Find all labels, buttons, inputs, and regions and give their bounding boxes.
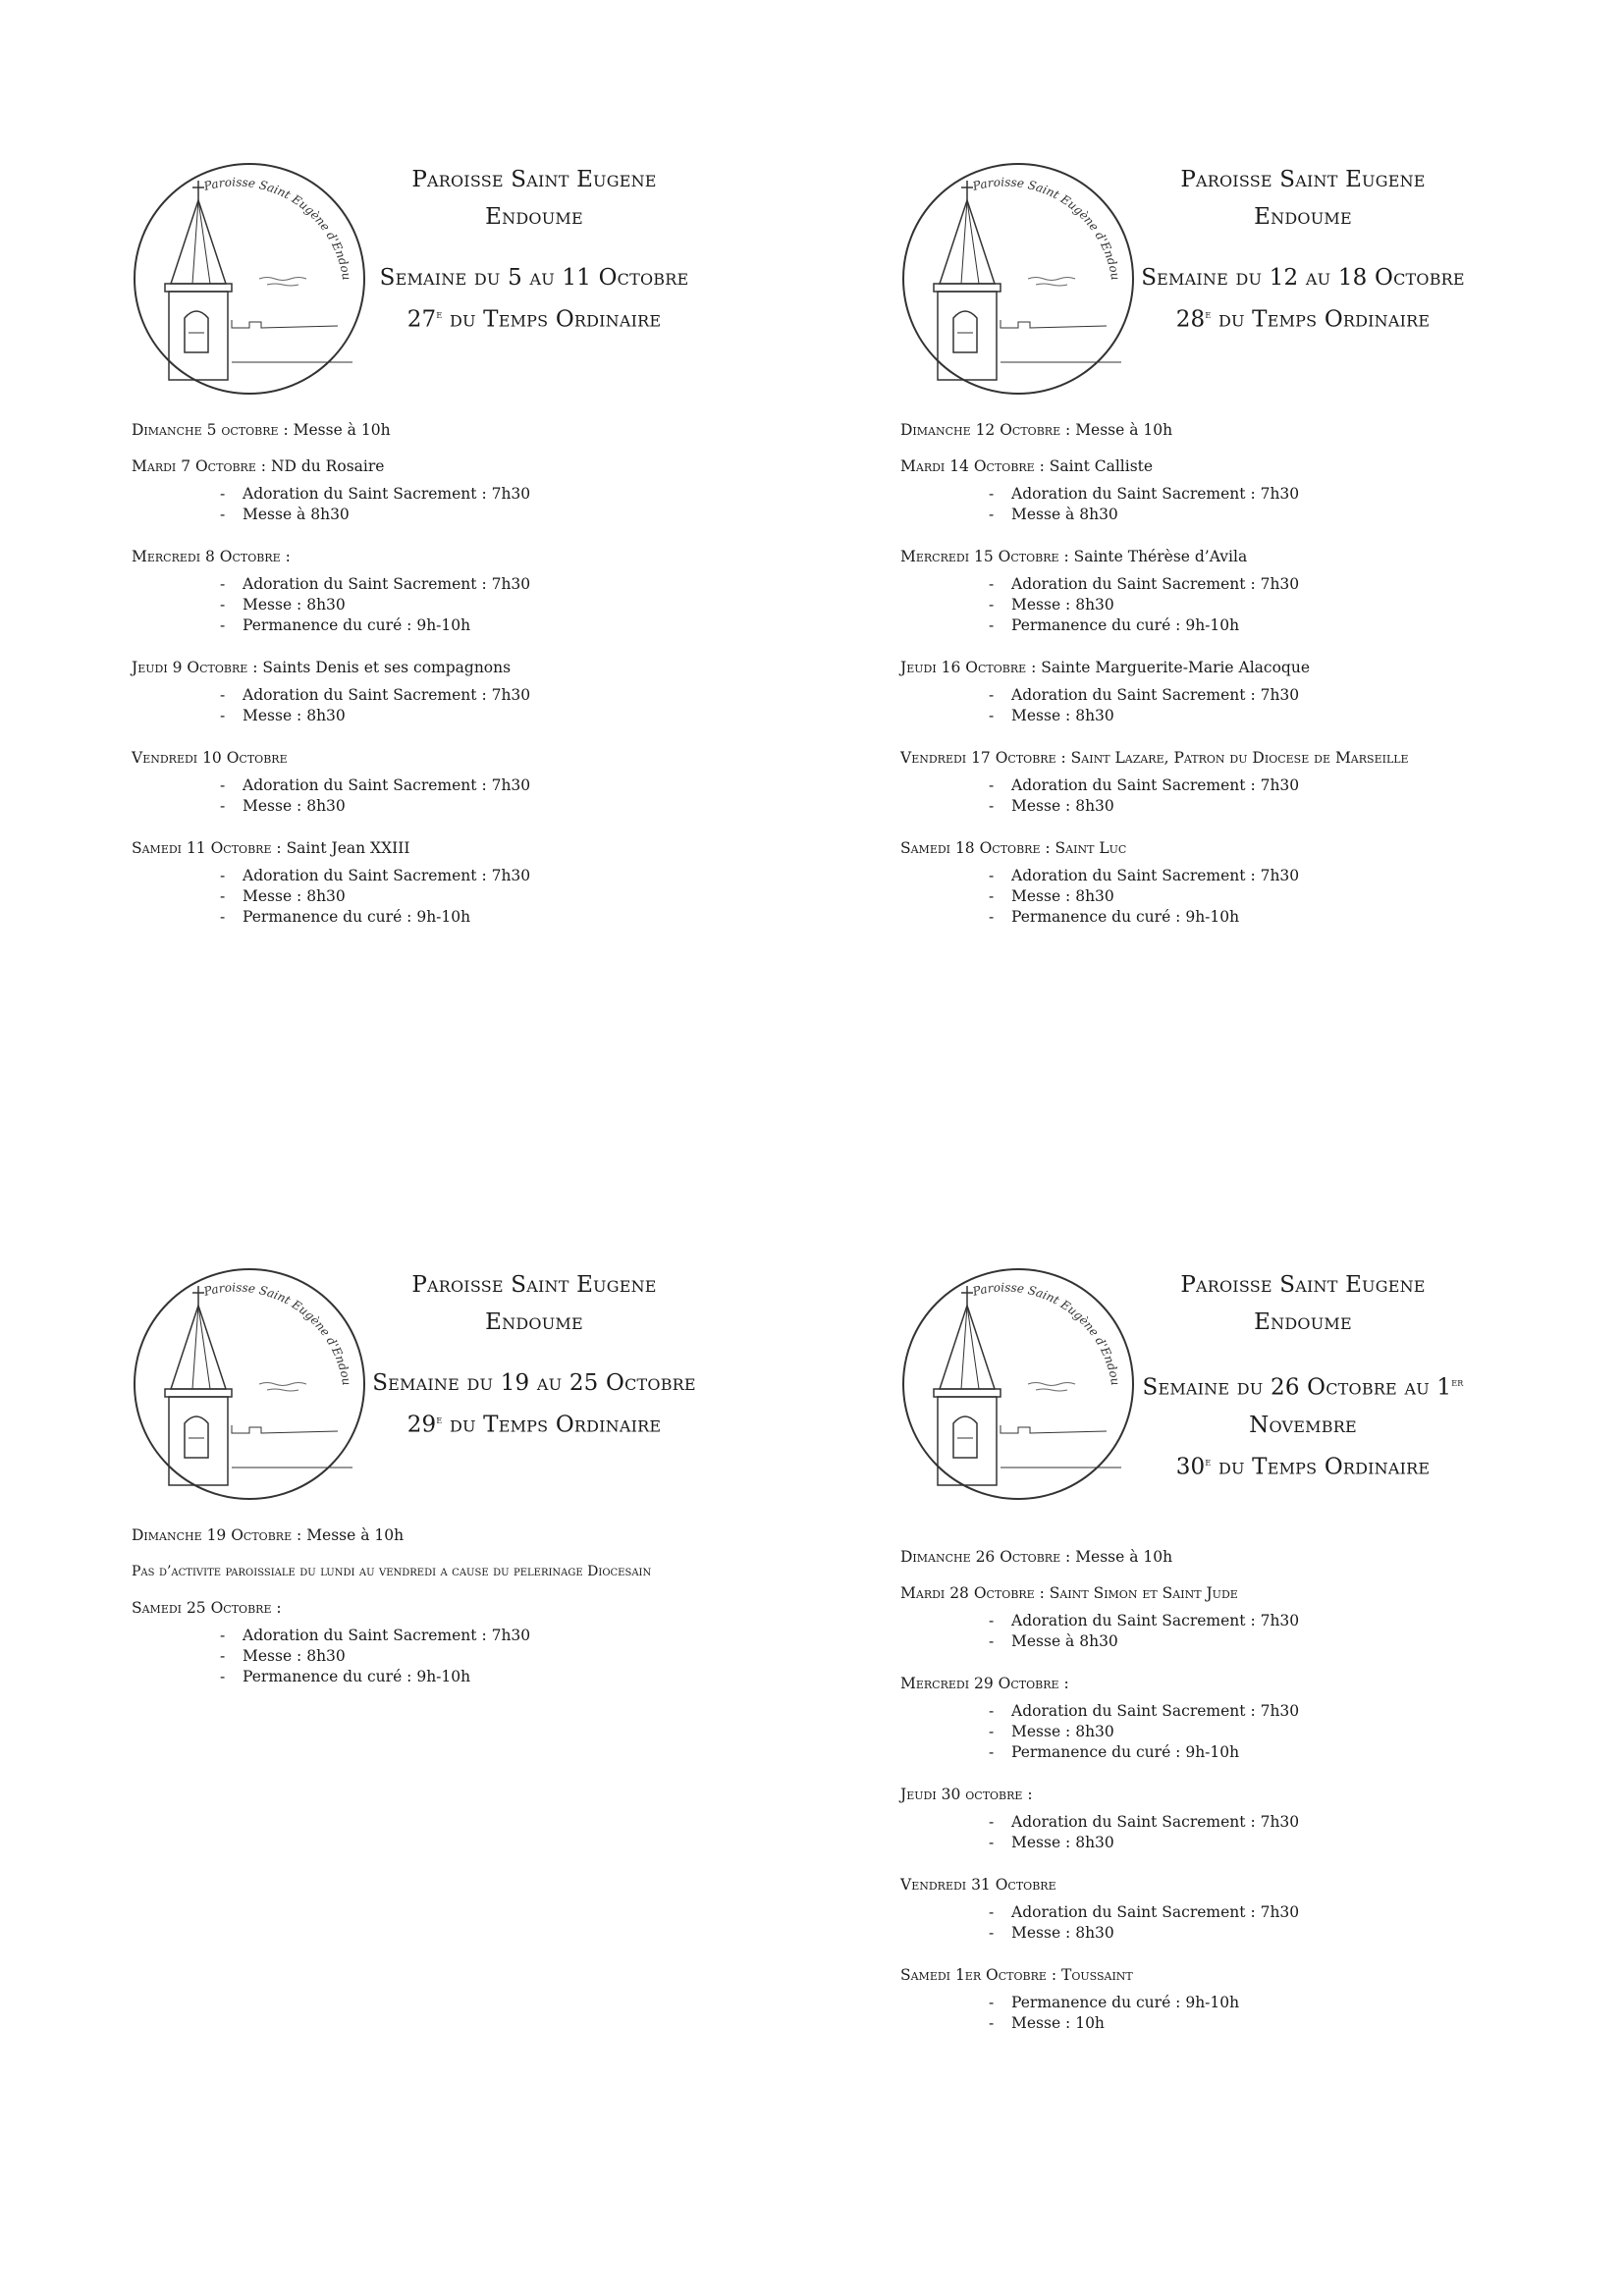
bullet-dash: - [989, 1834, 995, 1851]
week-range: Semaine du 5 au 11 Octobre [379, 265, 689, 291]
day-name: Vendredi 10 Octobre [132, 749, 288, 767]
day-detail: ND du Rosaire [270, 457, 385, 475]
schedule-item [989, 615, 1588, 636]
item-text: Messe à 8h30 [1011, 506, 1118, 523]
day-name: Mardi 7 Octobre [132, 457, 256, 475]
schedule-item [989, 595, 1588, 615]
parish-name: Paroisse Saint Eugene [411, 167, 657, 192]
schedule-day [900, 1547, 1588, 1568]
week-range: Semaine du 19 au 25 Octobre [372, 1370, 696, 1396]
parish-logo [132, 1266, 367, 1502]
parish-logo [132, 161, 367, 397]
schedule-item [989, 1812, 1588, 1833]
day-name: Dimanche 12 Octobre [900, 421, 1061, 439]
parish-area: Endoume [485, 1309, 583, 1335]
bullet-dash: - [989, 616, 995, 634]
schedule-day [132, 547, 819, 567]
item-text: Messe : 8h30 [243, 887, 346, 905]
schedule-item [989, 886, 1588, 907]
bullet-dash: - [989, 908, 995, 926]
svg-text:Paroisse Saint Eugène d'Endoum: Paroisse Saint Eugène d'Endou [971, 1280, 1123, 1387]
day-items [900, 1902, 1588, 1944]
day-separator: : [280, 548, 291, 565]
day-name: Dimanche 19 Octobre [132, 1526, 293, 1544]
day-detail: Saint Jean XXIII [286, 839, 410, 857]
parish-name: Paroisse Saint Eugene [1180, 167, 1426, 192]
item-text: Messe à 8h30 [243, 506, 350, 523]
day-items [900, 1812, 1588, 1853]
svg-text:Paroisse Saint Eugène d'Endoum: Paroisse Saint Eugène d'Endou [971, 175, 1123, 282]
schedule-item [989, 1611, 1588, 1631]
schedule-day [900, 456, 1588, 477]
bulletin-week-2 [900, 161, 1607, 966]
item-text: Messe : 8h30 [1011, 1924, 1114, 1942]
bullet-dash: - [989, 686, 995, 704]
parish-name: Paroisse Saint Eugene [411, 1272, 657, 1298]
schedule-item [220, 1626, 819, 1646]
day-name: Jeudi 16 Octobre [900, 659, 1027, 676]
bullet-dash: - [220, 686, 226, 704]
day-name: Mardi 14 Octobre [900, 457, 1035, 475]
schedule-day [900, 838, 1588, 859]
bulletin-header [1136, 161, 1470, 339]
item-text: Permanence du curé : 9h-10h [1011, 908, 1240, 926]
schedule-day [900, 420, 1588, 441]
item-text: Adoration du Saint Sacrement : 7h30 [1011, 1612, 1300, 1629]
item-text: Messe : 8h30 [1011, 596, 1114, 614]
bulletin-header [367, 1266, 701, 1444]
bullet-dash: - [220, 707, 226, 724]
bullet-dash: - [220, 908, 226, 926]
parish-area: Endoume [1254, 204, 1352, 230]
item-text: Permanence du curé : 9h-10h [243, 908, 471, 926]
bullet-dash: - [220, 506, 226, 523]
schedule-day [900, 748, 1588, 769]
day-separator: : [1022, 1786, 1033, 1803]
day-separator: : [271, 1599, 282, 1617]
schedule-item [220, 866, 819, 886]
day-items [132, 685, 819, 726]
schedule-item [989, 775, 1588, 796]
schedule-item [989, 1742, 1588, 1763]
day-name: Samedi 18 Octobre : Saint Luc [900, 839, 1127, 857]
day-separator: : [292, 1526, 307, 1544]
item-text: Adoration du Saint Sacrement : 7h30 [243, 575, 531, 593]
day-separator: : [1058, 548, 1074, 565]
bullet-dash: - [989, 1632, 995, 1650]
schedule-day [132, 1598, 819, 1619]
bullet-dash: - [989, 1813, 995, 1831]
item-text: Adoration du Saint Sacrement : 7h30 [243, 1627, 531, 1644]
week-range: Semaine du 12 au 18 Octobre [1141, 265, 1465, 291]
schedule-day [900, 1674, 1588, 1694]
schedule-day [132, 658, 819, 678]
bullet-dash: - [989, 776, 995, 794]
bullet-dash: - [220, 1668, 226, 1685]
item-text: Adoration du Saint Sacrement : 7h30 [1011, 1903, 1300, 1921]
schedule-day [900, 658, 1588, 678]
day-detail: Saints Denis et ses compagnons [262, 659, 512, 676]
schedule-item [220, 574, 819, 595]
day-name: Vendredi 31 Octobre [900, 1876, 1056, 1894]
bullet-dash: - [989, 596, 995, 614]
schedule-item [989, 574, 1588, 595]
bullet-dash: - [989, 797, 995, 815]
parish-area: Endoume [1254, 1309, 1352, 1335]
item-text: Messe : 8h30 [1011, 1723, 1114, 1740]
item-text: Adoration du Saint Sacrement : 7h30 [1011, 1702, 1300, 1720]
bullet-dash: - [220, 575, 226, 593]
day-name: Dimanche 26 Octobre [900, 1548, 1061, 1566]
item-text: Messe : 8h30 [243, 707, 346, 724]
item-text: Adoration du Saint Sacrement : 7h30 [1011, 686, 1300, 704]
schedule-item [989, 796, 1588, 817]
item-text: Adoration du Saint Sacrement : 7h30 [243, 776, 531, 794]
day-separator: : [1026, 659, 1042, 676]
day-name: Mardi 28 Octobre : Saint Simon et Saint Jude [900, 1584, 1238, 1602]
svg-text:Paroisse Saint Eugène d'Endoum: Paroisse Saint Eugène d'Endou [202, 175, 354, 282]
schedule-item [989, 866, 1588, 886]
schedule-item [220, 775, 819, 796]
schedule-item [989, 484, 1588, 505]
bullet-dash: - [220, 776, 226, 794]
item-text: Adoration du Saint Sacrement : 7h30 [243, 485, 531, 503]
day-items [132, 484, 819, 525]
item-text: Messe : 8h30 [1011, 707, 1114, 724]
schedule-item [220, 615, 819, 636]
day-name: Vendredi 17 Octobre : Saint Lazare, Patron du Diocese de Marseille [900, 749, 1409, 767]
item-text: Messe : 8h30 [243, 797, 346, 815]
day-items [900, 1611, 1588, 1652]
item-text: Permanence du curé : 9h-10h [243, 1668, 471, 1685]
item-text: Adoration du Saint Sacrement : 7h30 [1011, 575, 1300, 593]
schedule-item [220, 886, 819, 907]
bullet-dash: - [989, 1723, 995, 1740]
day-separator: : [1034, 457, 1050, 475]
bullet-dash: - [989, 1903, 995, 1921]
item-text: Permanence du curé : 9h-10h [243, 616, 471, 634]
item-text: Messe : 8h30 [1011, 1834, 1114, 1851]
bullet-dash: - [220, 797, 226, 815]
bullet-dash: - [220, 867, 226, 884]
liturgical-week: 27e du Temps Ordinaire [406, 306, 662, 333]
day-name: Mercredi 29 Octobre [900, 1675, 1059, 1692]
item-text: Messe : 10h [1011, 2014, 1105, 2032]
day-items [132, 775, 819, 817]
item-text: Messe : 8h30 [1011, 797, 1114, 815]
day-items [900, 1993, 1588, 2034]
schedule-item [989, 1902, 1588, 1923]
day-items [900, 574, 1588, 636]
schedule-item [989, 1701, 1588, 1722]
schedule-item [220, 796, 819, 817]
day-name: Samedi 1er Octobre : Toussaint [900, 1966, 1133, 1984]
schedule-day [132, 748, 819, 769]
schedule-item [220, 484, 819, 505]
liturgical-week: 28e du Temps Ordinaire [1175, 306, 1431, 333]
item-text: Messe : 8h30 [243, 1647, 346, 1665]
day-items [132, 866, 819, 928]
day-items [900, 1701, 1588, 1763]
schedule-item [989, 505, 1588, 525]
schedule-day [132, 1525, 819, 1546]
bullet-dash: - [989, 1924, 995, 1942]
bullet-dash: - [989, 1743, 995, 1761]
schedule-item [220, 1667, 819, 1687]
schedule-day [900, 1875, 1588, 1896]
day-name: Dimanche 5 octobre [132, 421, 279, 439]
day-detail: Messe à 10h [293, 421, 391, 439]
item-text: Adoration du Saint Sacrement : 7h30 [1011, 485, 1300, 503]
bullet-dash: - [989, 485, 995, 503]
church-steeple-icon [900, 161, 1136, 397]
day-items [900, 685, 1588, 726]
church-steeple-icon [132, 161, 367, 397]
day-detail: Sainte Marguerite-Marie Alacoque [1041, 659, 1311, 676]
day-separator: : [278, 421, 294, 439]
schedule-item [989, 2013, 1588, 2034]
church-steeple-icon [900, 1266, 1136, 1502]
schedule-item [989, 1722, 1588, 1742]
bullet-dash: - [989, 1612, 995, 1629]
day-separator: : [271, 839, 287, 857]
bullet-dash: - [989, 2014, 995, 2032]
schedule [900, 420, 1588, 949]
bullet-dash: - [220, 887, 226, 905]
item-text: Adoration du Saint Sacrement : 7h30 [243, 867, 531, 884]
schedule-day [900, 1965, 1588, 1986]
day-detail: Messe à 10h [306, 1526, 405, 1544]
week-range: Semaine du 26 Octobre au 1er [1142, 1374, 1464, 1401]
bullet-dash: - [989, 867, 995, 884]
bullet-dash: - [220, 616, 226, 634]
svg-text:Paroisse Saint Eugène d'Endoum: Paroisse Saint Eugène d'Endou [202, 1280, 354, 1387]
schedule [900, 1547, 1588, 2056]
item-text: Adoration du Saint Sacrement : 7h30 [1011, 776, 1300, 794]
bulletin-week-4 [900, 1266, 1607, 2071]
item-text: Adoration du Saint Sacrement : 7h30 [243, 686, 531, 704]
item-text: Messe : 8h30 [1011, 887, 1114, 905]
schedule-item [989, 1833, 1588, 1853]
schedule-day [900, 1785, 1588, 1805]
item-text: Adoration du Saint Sacrement : 7h30 [1011, 867, 1300, 884]
schedule-day [132, 420, 819, 441]
parish-logo [900, 161, 1136, 397]
schedule-item [989, 1631, 1588, 1652]
day-detail: Messe à 10h [1075, 1548, 1173, 1566]
schedule-item [989, 1923, 1588, 1944]
schedule-item [989, 907, 1588, 928]
item-text: Messe : 8h30 [243, 596, 346, 614]
schedule-day [132, 456, 819, 477]
day-detail: Sainte Thérèse d’Avila [1073, 548, 1248, 565]
day-items [900, 775, 1588, 817]
schedule-item [220, 595, 819, 615]
bullet-dash: - [989, 506, 995, 523]
schedule-item [220, 505, 819, 525]
day-name: Samedi 11 Octobre [132, 839, 272, 857]
schedule [132, 1525, 819, 1709]
day-name: Mercredi 15 Octobre [900, 548, 1059, 565]
schedule-item [989, 1993, 1588, 2013]
day-items [900, 866, 1588, 928]
bulletin-header [367, 161, 701, 339]
bullet-dash: - [989, 887, 995, 905]
schedule-item [220, 685, 819, 706]
bullet-dash: - [989, 707, 995, 724]
schedule [132, 420, 819, 949]
schedule-item [220, 706, 819, 726]
bullet-dash: - [989, 575, 995, 593]
schedule-item [989, 685, 1588, 706]
item-text: Messe à 8h30 [1011, 1632, 1118, 1650]
day-items [132, 574, 819, 636]
bulletin-header [1136, 1266, 1470, 1485]
day-name: Samedi 25 Octobre [132, 1599, 272, 1617]
day-separator: : [1060, 421, 1076, 439]
liturgical-week: 29e du Temps Ordinaire [406, 1412, 662, 1438]
schedule-item [220, 1646, 819, 1667]
bulletin-week-1 [132, 161, 839, 966]
day-items [900, 484, 1588, 525]
day-separator: : [1058, 1675, 1069, 1692]
schedule-day [900, 547, 1588, 567]
item-text: Adoration du Saint Sacrement : 7h30 [1011, 1813, 1300, 1831]
schedule-day [132, 838, 819, 859]
schedule-item [220, 907, 819, 928]
day-detail: Messe à 10h [1075, 421, 1173, 439]
day-separator: : [1060, 1548, 1076, 1566]
bullet-dash: - [989, 1702, 995, 1720]
bullet-dash: - [989, 1994, 995, 2011]
bullet-dash: - [220, 1647, 226, 1665]
bulletin-week-3 [132, 1266, 839, 2071]
bullet-dash: - [220, 1627, 226, 1644]
day-detail: Saint Calliste [1049, 457, 1154, 475]
liturgical-week: 30e du Temps Ordinaire [1175, 1454, 1431, 1480]
item-text: Permanence du curé : 9h-10h [1011, 1743, 1240, 1761]
church-steeple-icon [132, 1266, 367, 1502]
day-separator: : [247, 659, 263, 676]
bullet-dash: - [220, 485, 226, 503]
schedule-item [989, 706, 1588, 726]
week-range-cont: Novembre [1249, 1412, 1357, 1438]
day-separator: : [255, 457, 271, 475]
item-text: Permanence du curé : 9h-10h [1011, 616, 1240, 634]
activity-note: Pas d’activite paroissiale du lundi au vendredi a cause du pelerinage Diocesain [132, 1564, 652, 1579]
day-name: Jeudi 30 octobre [900, 1786, 1023, 1803]
parish-name: Paroisse Saint Eugene [1180, 1272, 1426, 1298]
day-name: Jeudi 9 Octobre [132, 659, 248, 676]
day-name: Mercredi 8 Octobre [132, 548, 281, 565]
schedule-day [900, 1583, 1588, 1604]
item-text: Permanence du curé : 9h-10h [1011, 1994, 1240, 2011]
parish-area: Endoume [485, 204, 583, 230]
bullet-dash: - [220, 596, 226, 614]
day-items [132, 1626, 819, 1687]
parish-logo [900, 1266, 1136, 1502]
